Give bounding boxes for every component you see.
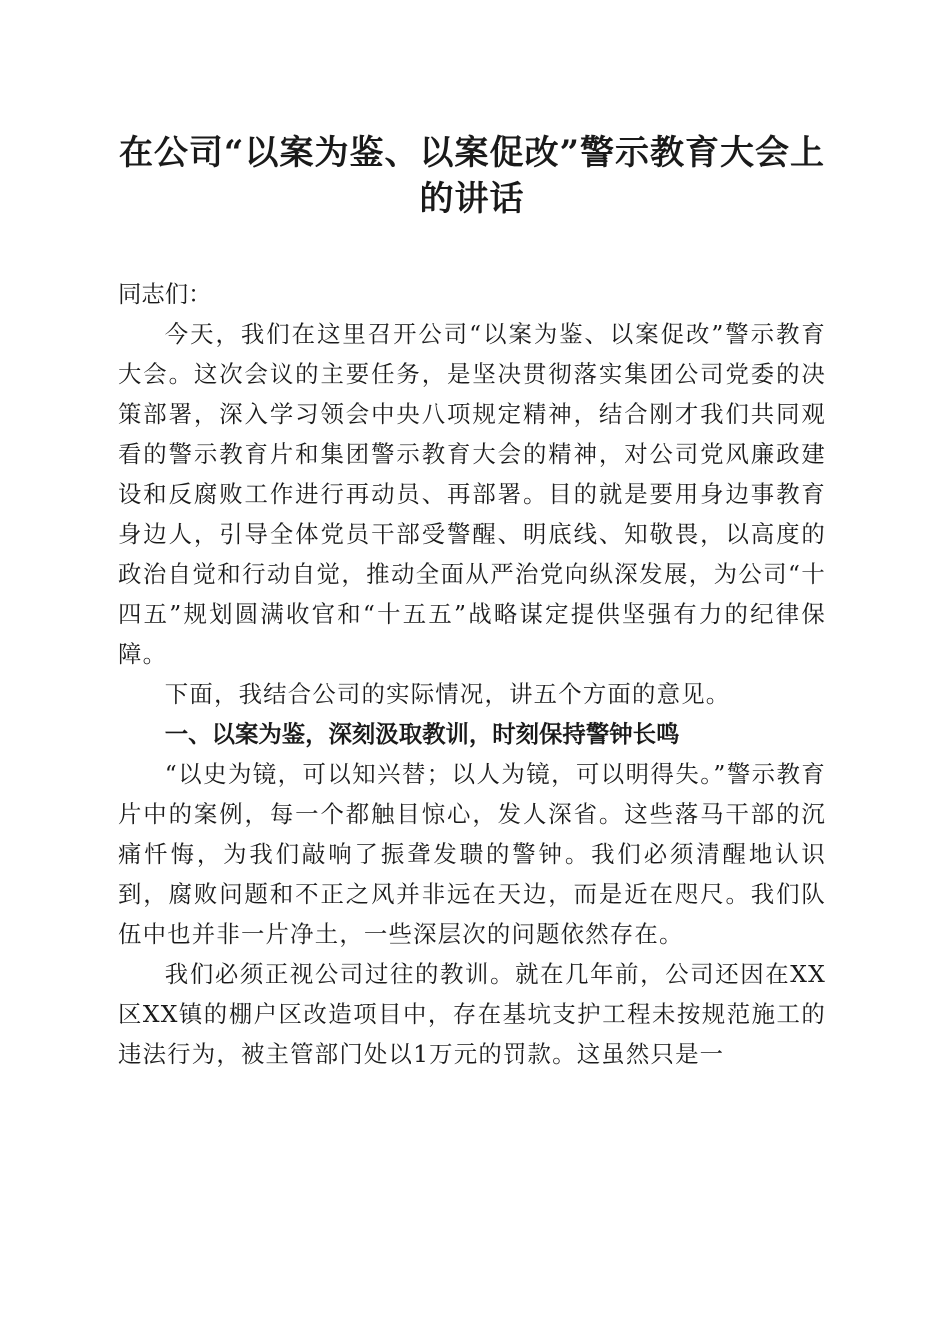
paragraph-section1-quote: “以史为镜，可以知兴替；以人为镜，可以明得失。”警示教育片中的案例，每一个都触目惊心，发人深省。这些落马干部的沉痛忏悔，为我们敲响了振聋发聩的警钟。我们必须清醒地认识到，腐败问题和不正之风并非远在天边，而是近在咫尺。我们队伍中也并非一片净土，一些深层次的问题依然存在。 [118, 760, 826, 948]
paragraph-section1-lesson: 我们必须正视公司过往的教训。就在几年前，公司还因在XX区XX镇的棚户区改造项目中，存在基坑支护工程未按规范施工的违法行为，被主管部门处以1万元的罚款。这虽然只是一 [118, 960, 826, 1068]
document-title: 在公司“以案为鉴、以案促改”警示教育大会上的讲话 [118, 133, 826, 219]
section-heading-1: 一、以案为鉴，深刻汲取教训，时刻保持警钟长鸣 [164, 720, 680, 748]
document-page [118, 130, 826, 1074]
salutation: 同志们： [118, 280, 212, 308]
paragraph-outline: 下面，我结合公司的实际情况，讲五个方面的意见。 [164, 680, 731, 708]
paragraph-intro: 今天，我们在这里召开公司“以案为鉴、以案促改”警示教育大会。这次会议的主要任务，是坚决贯彻落实集团公司党委的决策部署，深入学习领会中央八项规定精神，结合刚才我们共同观看的警示教育片和集团警示教育大会的精神，对公司党风廉政建设和反腐败工作进行再动员、再部署。目的就是要用身边事教育身边人，引导全体党员干部受警醒、明底线、知敬畏，以高度的政治自觉和行动自觉，推动全面从严治党向纵深发展，为公司“十四五”规划圆满收官和“十五五”战略谋定提供坚强有力的纪律保障。 [118, 320, 826, 668]
